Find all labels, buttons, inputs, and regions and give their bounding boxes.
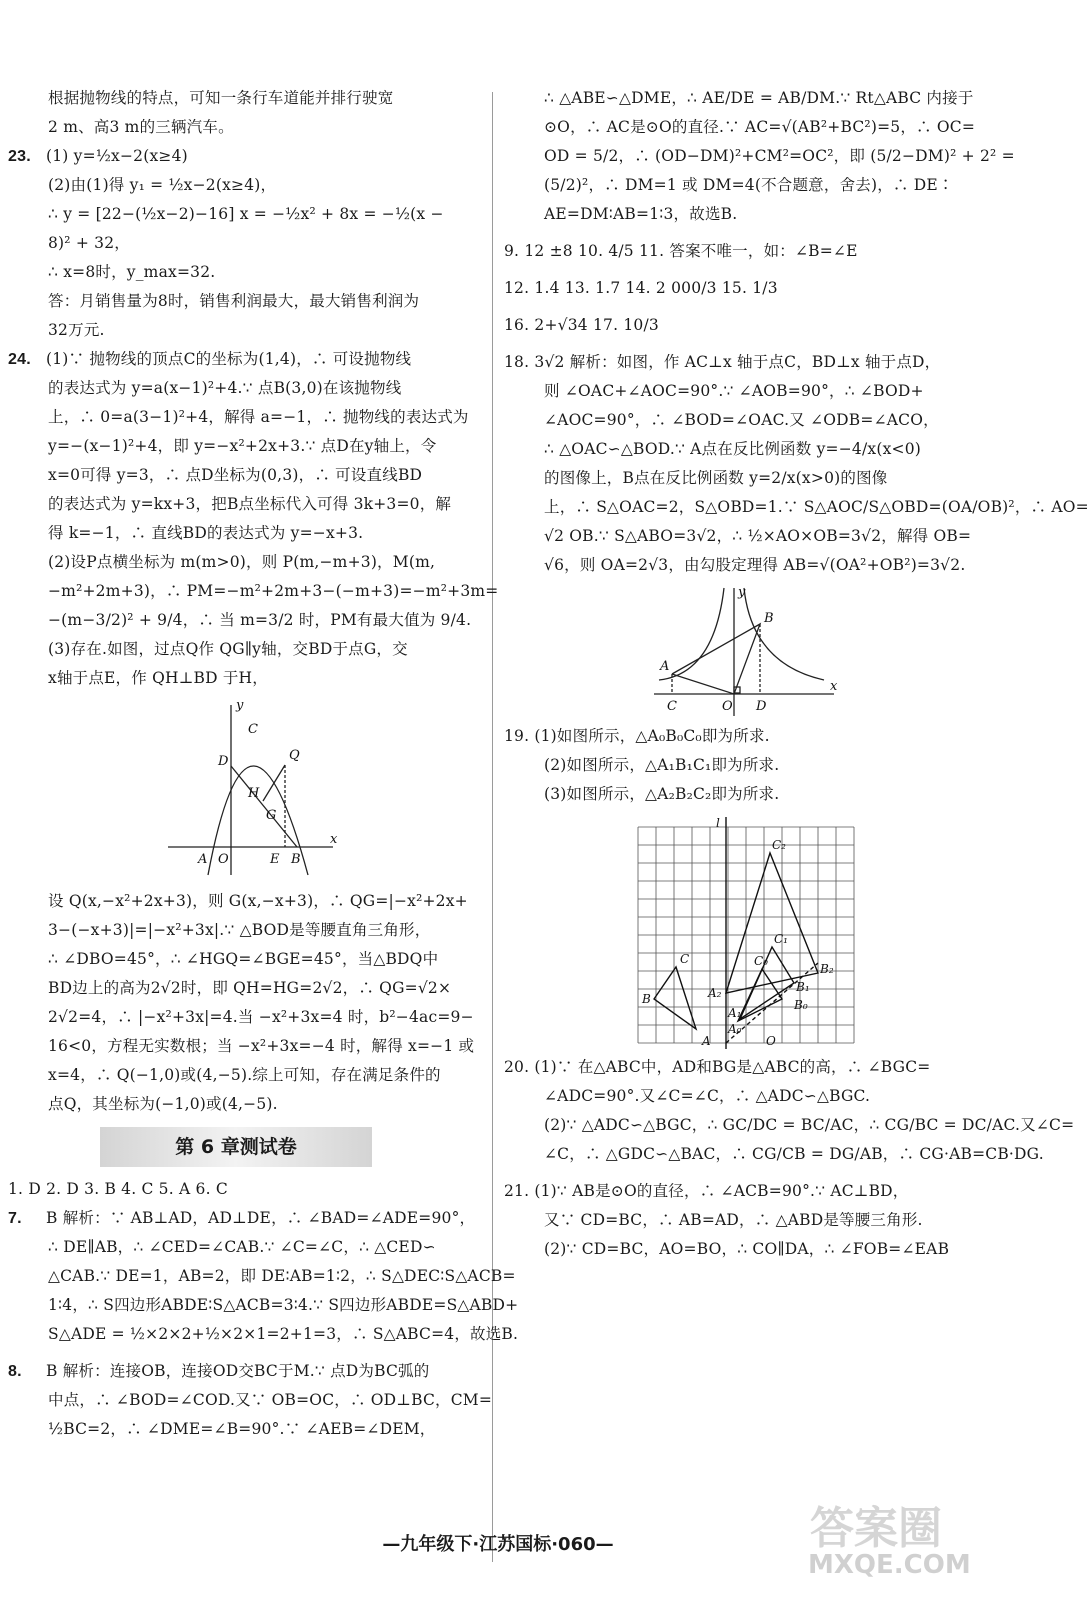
text-line: 3−(−x+3)|=|−x²+3x|.∵ △BOD是等腰直角三角形， [48,921,431,939]
text-line: 的表达式为 y=kx+3，把B点坐标代入可得 3k+3=0，解 [48,495,452,513]
text-line: 则 ∠OAC+∠AOC=90°.∵ ∠AOB=90°，∴ ∠BOD+ [544,382,924,400]
text-line: 2√2=4，∴ |−x²+3x|=4.当 −x²+3x=4 时，b²−4ac=9− [48,1008,474,1026]
fig-label: D [756,699,767,714]
watermark-logo: 答案圈 [810,1503,942,1554]
text-line: ∴ x=8时，y_max=32. [48,263,216,281]
parabola-figure [8,697,478,883]
text-line: ∴ △ABE∽△DME，∴ AE/DE = AB/DM.∵ Rt△ABC 内接于 [544,89,974,107]
text-line: S△ADE = ½×2×2+½×2×1=2+1=3，∴ S△ABC=4，故选B. [48,1325,519,1343]
fig-label: y [236,698,244,713]
text-line: OD = 5/2，∴ (OD−DM)²+CM²=OC²，即 (5/2−DM)² + 2² = [544,147,1015,165]
text-line: x轴于点E，作 QH⊥BD 于H， [48,669,268,687]
text-line: 2 m、高3 m的三辆汽车。 [48,118,234,136]
text-line: 1∶4，∴ S四边形ABDE∶S△ACB=3∶4.∵ S四边形ABDE=S△ABD+ [48,1296,519,1314]
text-line: (3)如图所示，△A₂B₂C₂即为所求. [544,785,780,803]
text-line: −(m−3/2)² + 9/4，∴ 当 m=3/2 时，PM有最大值为 9/4. [48,611,472,629]
left-column [8,84,519,1444]
text-line: 8)² + 32， [48,234,130,252]
fig-label: C [248,722,258,737]
text-line: √2 OB.∵ S△ABO=3√2，∴ ½×AO×OB=3√2，解得 OB= [544,527,972,545]
fig-label: A [198,852,208,867]
text-line: (2)设P点横坐标为 m(m>0)，则 P(m,−m+3)，M(m, [48,553,436,571]
triangle-abo [672,624,760,694]
fig-label: C₀ [754,954,768,968]
text-line: (1) y=½x−2(x≥4) [46,147,188,165]
question-18: 18. 3√2 解析：如图，作 AC⊥x 轴于点C，BD⊥x 轴于点D， [504,353,941,371]
text-line: 得 k=−1，∴ 直线BD的表达式为 y=−x+3. [48,524,364,542]
fig-label: C [667,699,677,714]
fig-label: Q [289,748,300,763]
text-line: (1)∵ 抛物线的顶点C的坐标为(1,4)，∴ 可设抛物线 [46,350,412,368]
line-qh [263,765,285,801]
answers-16-17: 16. 2+√34 17. 10/3 [504,316,659,334]
section-title: 第 6 章测试卷 [100,1127,372,1167]
question-number: 23. [8,148,31,165]
watermark-text: MXQE.COM [808,1550,971,1580]
text-line: 中点，∴ ∠BOD=∠COD.又∵ OB=OC，∴ OD⊥BC，CM= [48,1391,493,1409]
text-line: (2)∵ △ADC∽△BGC，∴ GC/DC = BC/AC，∴ CG/BC = DC/AC.又∠C= [544,1116,1075,1134]
text-line: AE=DM∶AB=1∶3，故选B. [544,205,738,223]
text-line: ∴ ∠DBO=45°，∴ ∠HGQ=∠BGE=45°，当△BDQ中 [48,950,439,968]
fig-label: A₁ [728,1006,742,1020]
triangle-a2b2c2 [726,853,818,993]
text-line: x=0可得 y=3，∴ 点D坐标为(0,3)，∴ 可设直线BD [48,466,423,484]
text-line: 根据抛物线的特点，可知一条行车道能并排行驶宽 [48,89,394,107]
fig-label: A₀ [728,1022,742,1036]
text-line: 的表达式为 y=a(x−1)²+4.∵ 点B(3,0)在该抛物线 [48,379,402,397]
text-line: √6，则 OA=2√3，由勾股定理得 AB=√(OA²+OB²)=3√2. [544,556,966,574]
page-footer: —九年级下·江苏国标·060— [382,1534,614,1555]
fig-label: y [738,585,746,600]
question-21: 21. (1)∵ AB是⊙O的直径，∴ ∠ACB=90°.∵ AC⊥BD， [504,1182,909,1200]
fig-label: C [680,952,690,966]
question-7 [8,1204,478,1233]
text-line: ∠ADC=90°.又∠C=∠C，∴ △ADC∽△BGC. [544,1087,871,1105]
fig-label: B₀ [794,998,808,1012]
fig-label: C₁ [774,932,788,946]
text-line: (2)如图所示，△A₁B₁C₁即为所求. [544,756,780,774]
fig-label: O [766,1034,776,1048]
fig-label: B [291,852,301,867]
text-line: ∴ y = [22−(½x−2)−16] x = −½x² + 8x = −½(x − [48,205,444,223]
fig-label: A₂ [708,986,722,1000]
fig-label: H [248,786,260,801]
text-line: ∠AOC=90°，∴ ∠BOD=∠OAC.又 ∠ODB=∠ACO， [544,411,939,429]
triangle-abc [654,967,696,1029]
text-line: 的图像上，B点在反比例函数 y=2/x(x>0)的图像 [544,469,888,487]
question-number: 8. [8,1363,22,1380]
text-line: 16<0，方程无实数根；当 −x²+3x=−4 时，解得 x=−1 或 [48,1037,475,1055]
answers-9-11: 9. 12 ±8 10. 4/5 11. 答案不唯一，如：∠B=∠E [504,242,858,260]
text-line: 设 Q(x,−x²+2x+3)，则 G(x,−x+3)，∴ QG=|−x²+2x+ [48,892,468,910]
text-line: ½BC=2，∴ ∠DME=∠B=90°.∵ ∠AEB=∠DEM， [48,1420,436,1438]
question-20: 20. (1)∵ 在△ABC中，AD和BG是△ABC的高，∴ ∠BGC= [504,1058,931,1076]
text-line: 上，∴ 0=a(3−1)²+4，解得 a=−1，∴ 抛物线的表达式为 [48,408,469,426]
text-line: ∠C，∴ △GDC∽△BAC，∴ CG/CB = DG/AB，∴ CG·AB=CB·DG. [544,1145,1044,1163]
line-bd [231,766,297,847]
text-line: 上，∴ S△OAC=2，S△OBD=1.∵ S△AOC/S△OBD=(OA/OB)²，∴ AO= [544,498,1089,516]
fig-label: E [270,852,280,867]
fig-label: B [764,611,774,626]
text-line: 点Q，其坐标为(−1,0)或(4,−5). [48,1095,278,1113]
question-19: 19. (1)如图所示，△A₀B₀C₀即为所求. [504,727,770,745]
text-line: △CAB.∵ DE=1，AB=2，即 DE∶AB=1∶2，∴ S△DEC∶S△ACB= [48,1267,516,1285]
question-24 [8,345,478,374]
right-column [504,84,1089,1264]
text-line: (5/2)²，∴ DM=1 或 DM=4(不合题意，舍去)，∴ DE∶ [544,176,954,194]
text-line: BD边上的高为2√2时，即 QH=HG=2√2，∴ QG=√2× [48,979,452,997]
answers-1-6: 1. D 2. D 3. B 4. C 5. A 6. C [8,1180,228,1198]
question-23 [8,142,478,171]
question-number: 24. [8,351,31,368]
text-line: y=−(x−1)²+4，即 y=−x²+2x+3.∵ 点D在y轴上，令 [48,437,437,455]
text-line: B 解析：∵ AB⊥AD，AD⊥DE，∴ ∠BAD=∠ADE=90°， [46,1209,476,1227]
fig-label: x [830,679,838,694]
fig-label: G [266,808,277,823]
fig-label: D [218,754,229,769]
text-line: ⊙O，∴ AC是⊙O的直径.∵ AC=√(AB²+BC²)=5，∴ OC= [544,118,976,136]
question-8 [8,1357,478,1386]
fig-label: l [716,816,720,830]
question-number: 7. [8,1210,22,1227]
text-line: (2)∵ CD=BC，AO=BO，∴ CO∥DA，∴ ∠FOB=∠EAB [544,1240,950,1258]
watermark [800,1490,990,1590]
fig-label: C₂ [772,838,786,852]
text-line: 又∵ CD=BC，∴ AB=AD，∴ △ABD是等腰三角形. [544,1211,923,1229]
text-line: x=4，∴ Q(−1,0)或(4,−5).综上可知，存在满足条件的 [48,1066,441,1084]
text-line: 答：月销售量为8时，销售利润最大，最大销售利润为 [48,292,420,310]
fig-label: A [660,659,670,674]
fig-label: x [330,832,338,847]
text-line: 32万元. [48,321,105,339]
text-line: B 解析：连接OB，连接OD交BC于M.∵ 点D为BC弧的 [46,1362,430,1380]
fig-label: B [642,992,651,1006]
inverse-proportion-figure [504,584,984,718]
fig-label: O [218,852,229,867]
text-line: (2)由(1)得 y₁ = ½x−2(x≥4)， [48,176,277,194]
text-line: ∴ DE∥AB，∴ ∠CED=∠CAB.∵ ∠C=∠C，∴ △CED∽ [48,1238,436,1256]
text-line: (3)存在.如图，过点Q作 QG∥y轴，交BD于点G，交 [48,640,408,658]
text-line: ∴ △OAC∽△BOD.∵ A点在反比例函数 y=−4/x(x<0) [544,440,922,458]
fig-label: B₁ [796,980,810,994]
fig-label: B₂ [820,962,834,976]
text-line: −m²+2m+3)，∴ PM=−m²+2m+3−(−m+3)=−m²+3m= [48,582,499,600]
answers-12-15: 12. 1.4 13. 1.7 14. 2 000/3 15. 1/3 [504,279,778,297]
fig-label: O [722,699,733,714]
fig-label: A [702,1034,711,1048]
grid-transformation-figure [504,813,984,1049]
